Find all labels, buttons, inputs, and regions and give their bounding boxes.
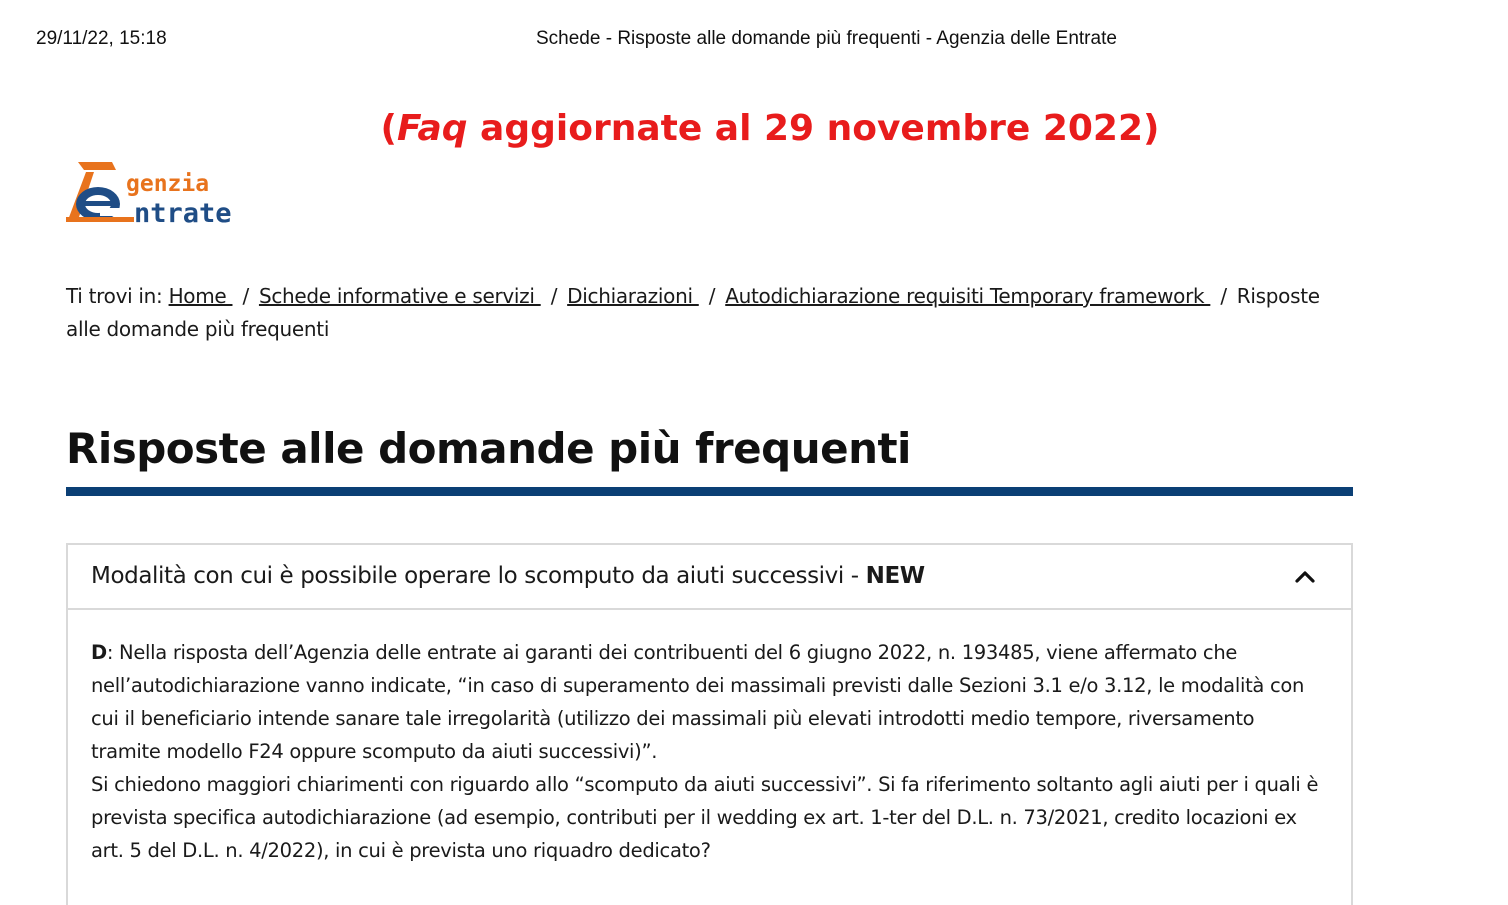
question-text-1: : Nella risposta dell’Agenzia delle entrate ai garanti dei contribuenti del 6 giugno 2022, n. 193485, viene affermato che nell’autodichiarazione vanno indicate, “in caso di superamento dei massimali previsti dalle Sezioni 3.1 e/o 3.12, le modalità con cui il beneficiario intende sanare tale irregolarità (utilizzo dei massimali più elevati introdotti medio tempore, riversamento tramite modello F24 oppure scomputo da aiuti successivi)”. <box>91 641 1305 763</box>
banner-rest: aggiornate al 29 novembre 2022) <box>467 108 1160 149</box>
breadcrumb-separator: / <box>708 284 716 308</box>
print-datetime: 29/11/22, 15:18 <box>36 28 167 49</box>
breadcrumb-home-link[interactable]: Home <box>168 284 233 308</box>
accordion-body <box>68 610 1351 867</box>
question-text-2: Si chiedono maggiori chiarimenti con riguardo allo “scomputo da aiuti successivi”. Si fa riferimento soltanto agli aiuti per i quali è prevista specifica autodichiarazione (ad esempio, contributi per il wedding ex art. 1-ter del D.L. n. 73/2021, credito locazioni ex art. 5 del D.L. n. 4/2022), in cui è prevista uno riquadro dedicato? <box>91 773 1319 862</box>
breadcrumb-dichiarazioni-link[interactable]: Dichiarazioni <box>567 284 699 308</box>
banner-faq-word: Faq <box>396 108 468 149</box>
title-underline-rule <box>66 487 1353 496</box>
breadcrumb-separator: / <box>1220 284 1227 308</box>
accordion-title <box>91 563 925 589</box>
agenzia-entrate-logo[interactable] <box>64 160 268 228</box>
logo-text-genzia: genzia <box>126 171 210 197</box>
new-badge: NEW <box>865 563 925 589</box>
accordion-toggle[interactable] <box>68 545 1351 610</box>
breadcrumb-separator: / <box>550 284 558 308</box>
faq-accordion <box>66 543 1353 905</box>
breadcrumb <box>66 280 1356 346</box>
banner-open-paren: ( <box>380 108 397 149</box>
accordion-title-text: Modalità con cui è possibile operare lo scomputo da aiuti successivi - <box>91 563 866 589</box>
question-label: D <box>91 641 107 664</box>
breadcrumb-prefix: Ti trovi in: <box>66 284 163 308</box>
breadcrumb-schede-link[interactable]: Schede informative e servizi <box>258 284 541 308</box>
print-header <box>0 28 1508 50</box>
chevron-up-icon[interactable] <box>1293 565 1317 589</box>
print-page-title: Schede - Risposte alle domande più frequenti - Agenzia delle Entrate <box>536 28 1117 49</box>
page-title: Risposte alle domande più frequenti <box>66 424 911 473</box>
logo-text-ntrate: ntrate <box>134 198 232 228</box>
breadcrumb-autodichiarazione-link[interactable]: Autodichiarazione requisiti Temporary framework <box>725 284 1211 308</box>
faq-update-banner <box>0 108 1508 149</box>
question-paragraph <box>91 636 1329 768</box>
logo-mark <box>64 160 268 228</box>
breadcrumb-separator: / <box>242 284 249 308</box>
breadcrumb-current: Risposte alle domande più frequenti <box>66 284 1320 341</box>
